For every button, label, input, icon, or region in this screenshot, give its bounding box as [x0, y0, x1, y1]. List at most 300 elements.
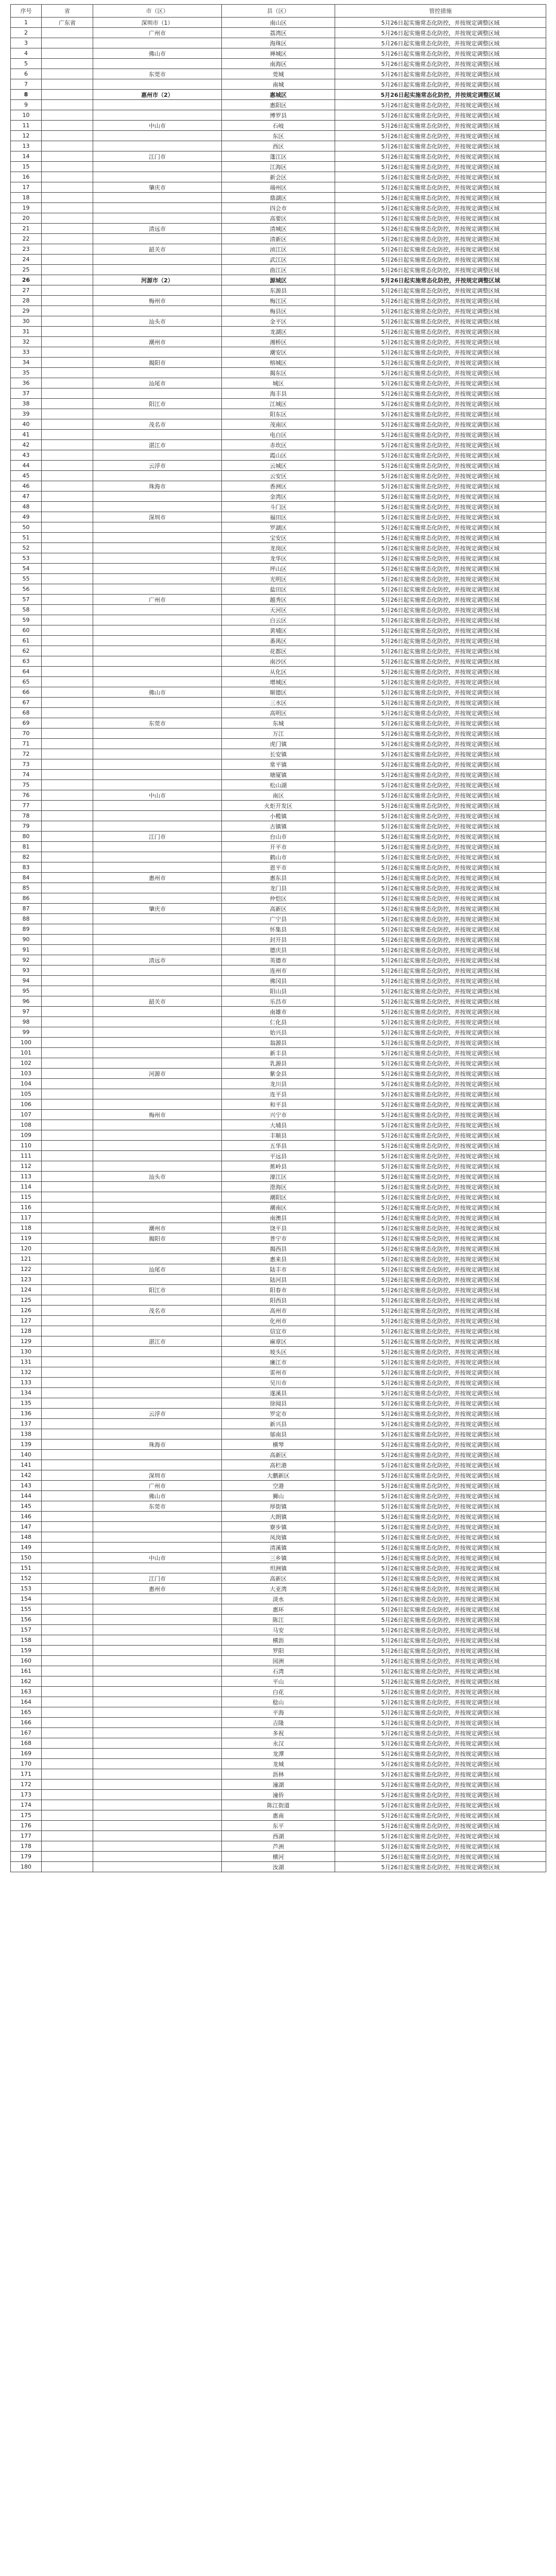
row-number: 173 — [11, 1790, 42, 1800]
table-row — [11, 1048, 546, 1058]
row-number: 62 — [11, 646, 42, 656]
row-province — [42, 1769, 93, 1780]
row-measures: 5月26日起实施常态化防控，并按规定调整区域 — [335, 1553, 546, 1563]
row-district: 多祝 — [222, 1728, 335, 1738]
row-district: 增城区 — [222, 677, 335, 687]
row-number: 84 — [11, 873, 42, 883]
table-row — [11, 832, 546, 842]
row-city — [93, 1275, 222, 1285]
row-number: 122 — [11, 1264, 42, 1275]
row-district: 小榄镇 — [222, 811, 335, 821]
row-province — [42, 430, 93, 440]
row-number: 21 — [11, 224, 42, 234]
row-number: 31 — [11, 327, 42, 337]
row-city: 汕尾市 — [93, 378, 222, 388]
table-row — [11, 1439, 546, 1450]
row-province — [42, 935, 93, 945]
row-district: 湘桥区 — [222, 337, 335, 347]
row-province — [42, 1027, 93, 1038]
table-row — [11, 996, 546, 1007]
row-district: 武江区 — [222, 255, 335, 265]
row-district: 长安镇 — [222, 749, 335, 759]
row-district: 横河 — [222, 1852, 335, 1862]
row-measures: 5月26日起实施常态化防控，并按规定调整区域 — [335, 1254, 546, 1264]
table-row — [11, 265, 546, 275]
row-number: 87 — [11, 904, 42, 914]
table-row — [11, 1213, 546, 1223]
table-row — [11, 1264, 546, 1275]
row-city: 云浮市 — [93, 461, 222, 471]
row-city — [93, 584, 222, 595]
row-district: 东平 — [222, 1821, 335, 1831]
row-measures: 5月26日起实施常态化防控，并按规定调整区域 — [335, 265, 546, 275]
row-province — [42, 1326, 93, 1336]
row-province — [42, 780, 93, 790]
row-city — [93, 625, 222, 636]
row-measures: 5月26日起实施常态化防控，并按规定调整区域 — [335, 1512, 546, 1522]
row-number: 175 — [11, 1810, 42, 1821]
row-province — [42, 471, 93, 481]
row-province — [42, 1501, 93, 1512]
row-province — [42, 1316, 93, 1326]
row-district: 大亚湾 — [222, 1584, 335, 1594]
table-row — [11, 1089, 546, 1099]
row-district: 金湾区 — [222, 492, 335, 502]
row-number: 78 — [11, 811, 42, 821]
table-row — [11, 1769, 546, 1780]
row-measures: 5月26日起实施常态化防控，并按规定调整区域 — [335, 419, 546, 430]
row-measures: 5月26日起实施常态化防控，并按规定调整区域 — [335, 1192, 546, 1202]
table-row — [11, 739, 546, 749]
row-province — [42, 708, 93, 718]
row-city — [93, 450, 222, 461]
table-row — [11, 59, 546, 69]
row-district: 陆丰市 — [222, 1264, 335, 1275]
row-district: 潼湖 — [222, 1780, 335, 1790]
row-number: 36 — [11, 378, 42, 388]
row-number: 9 — [11, 100, 42, 110]
row-number: 138 — [11, 1429, 42, 1439]
row-district: 新兴县 — [222, 1419, 335, 1429]
table-row — [11, 728, 546, 739]
row-province — [42, 275, 93, 285]
row-province — [42, 347, 93, 358]
table-row — [11, 667, 546, 677]
row-city — [93, 780, 222, 790]
row-district: 陆河县 — [222, 1275, 335, 1285]
row-district: 石湾 — [222, 1666, 335, 1676]
table-row — [11, 1594, 546, 1604]
row-city — [93, 883, 222, 893]
row-measures: 5月26日起实施常态化防控，并按规定调整区域 — [335, 1244, 546, 1254]
row-district: 阳山县 — [222, 986, 335, 996]
row-province — [42, 327, 93, 337]
row-district: 从化区 — [222, 667, 335, 677]
table-row — [11, 440, 546, 450]
row-number: 119 — [11, 1233, 42, 1244]
row-measures: 5月26日起实施常态化防控，并按规定调整区域 — [335, 986, 546, 996]
row-city: 云浮市 — [93, 1409, 222, 1419]
row-district: 蓬江区 — [222, 151, 335, 162]
table-row — [11, 955, 546, 965]
row-measures: 5月26日起实施常态化防控，并按规定调整区域 — [335, 1615, 546, 1625]
row-province — [42, 244, 93, 255]
row-city — [93, 409, 222, 419]
row-province — [42, 1718, 93, 1728]
row-measures: 5月26日起实施常态化防控，并按规定调整区域 — [335, 615, 546, 625]
row-measures: 5月26日起实施常态化防控，并按规定调整区域 — [335, 811, 546, 821]
row-district: 陈江 — [222, 1615, 335, 1625]
table-row — [11, 1656, 546, 1666]
row-measures: 5月26日起实施常态化防控，并按规定调整区域 — [335, 770, 546, 780]
row-district: 普宁市 — [222, 1233, 335, 1244]
row-province — [42, 1635, 93, 1646]
row-city: 中山市 — [93, 1553, 222, 1563]
row-number: 99 — [11, 1027, 42, 1038]
row-city — [93, 1058, 222, 1069]
table-row — [11, 306, 546, 316]
row-city — [93, 100, 222, 110]
row-number: 96 — [11, 996, 42, 1007]
row-city — [93, 605, 222, 615]
row-district: 平远县 — [222, 1151, 335, 1161]
row-city — [93, 1367, 222, 1378]
row-province — [42, 409, 93, 419]
row-city — [93, 1831, 222, 1841]
row-province — [42, 996, 93, 1007]
table-row — [11, 1491, 546, 1501]
row-city — [93, 110, 222, 121]
row-district: 东区 — [222, 131, 335, 141]
row-city: 深圳市 — [93, 1470, 222, 1481]
row-number: 95 — [11, 986, 42, 996]
row-number: 140 — [11, 1450, 42, 1460]
table-row — [11, 1388, 546, 1398]
row-number: 81 — [11, 842, 42, 852]
table-row — [11, 790, 546, 801]
row-measures: 5月26日起实施常态化防控，并按规定调整区域 — [335, 801, 546, 811]
row-district: 松山湖 — [222, 780, 335, 790]
row-measures: 5月26日起实施常态化防控，并按规定调整区域 — [335, 1460, 546, 1470]
row-province — [42, 1676, 93, 1687]
row-city: 惠州市（2） — [93, 90, 222, 100]
row-province — [42, 1707, 93, 1718]
table-row — [11, 821, 546, 832]
table-row — [11, 1852, 546, 1862]
table-row — [11, 605, 546, 615]
row-province — [42, 790, 93, 801]
row-city — [93, 976, 222, 986]
table-row — [11, 481, 546, 492]
table-row — [11, 1532, 546, 1543]
row-measures: 5月26日起实施常态化防控，并按规定调整区域 — [335, 440, 546, 450]
row-number: 161 — [11, 1666, 42, 1676]
row-number: 83 — [11, 862, 42, 873]
row-province — [42, 203, 93, 213]
row-city: 惠州市 — [93, 873, 222, 883]
row-number: 80 — [11, 832, 42, 842]
row-measures: 5月26日起实施常态化防控，并按规定调整区域 — [335, 1769, 546, 1780]
row-city: 东莞市 — [93, 718, 222, 728]
row-province — [42, 1646, 93, 1656]
table-row — [11, 1172, 546, 1182]
row-measures: 5月26日起实施常态化防控，并按规定调整区域 — [335, 1450, 546, 1460]
row-district: 新丰县 — [222, 1048, 335, 1058]
row-number: 154 — [11, 1594, 42, 1604]
table-row — [11, 811, 546, 821]
table-row — [11, 862, 546, 873]
row-city — [93, 1192, 222, 1202]
row-province — [42, 1481, 93, 1491]
row-province — [42, 492, 93, 502]
table-row — [11, 1357, 546, 1367]
row-number: 7 — [11, 79, 42, 90]
row-number: 125 — [11, 1295, 42, 1306]
table-row — [11, 28, 546, 38]
table-row — [11, 945, 546, 955]
row-measures: 5月26日起实施常态化防控，并按规定调整区域 — [335, 1810, 546, 1821]
row-province — [42, 399, 93, 409]
row-city — [93, 1326, 222, 1336]
row-city: 深圳市 — [93, 512, 222, 522]
table-row — [11, 1635, 546, 1646]
row-number: 105 — [11, 1089, 42, 1099]
row-number: 57 — [11, 595, 42, 605]
row-number: 64 — [11, 667, 42, 677]
row-province — [42, 976, 93, 986]
row-district: 惠南 — [222, 1810, 335, 1821]
table-row — [11, 69, 546, 79]
row-district: 虎门镇 — [222, 739, 335, 749]
row-province — [42, 1584, 93, 1594]
row-measures: 5月26日起实施常态化防控，并按规定调整区域 — [335, 1635, 546, 1646]
row-district: 大朗镇 — [222, 1512, 335, 1522]
table-row — [11, 234, 546, 244]
row-city — [93, 347, 222, 358]
table-row — [11, 522, 546, 533]
table-row — [11, 182, 546, 193]
table-row — [11, 409, 546, 419]
table-row — [11, 90, 546, 100]
row-measures: 5月26日起实施常态化防控，并按规定调整区域 — [335, 914, 546, 924]
row-district: 博罗县 — [222, 110, 335, 121]
row-province — [42, 512, 93, 522]
row-number: 143 — [11, 1481, 42, 1491]
row-city: 肇庆市 — [93, 904, 222, 914]
row-province — [42, 481, 93, 492]
row-number: 155 — [11, 1604, 42, 1615]
table-row — [11, 224, 546, 234]
row-city — [93, 1202, 222, 1213]
row-number: 159 — [11, 1646, 42, 1656]
table-row — [11, 1470, 546, 1481]
row-measures: 5月26日起实施常态化防控，并按规定调整区域 — [335, 584, 546, 595]
row-number: 158 — [11, 1635, 42, 1646]
table-row — [11, 533, 546, 543]
row-district: 鼎湖区 — [222, 193, 335, 203]
row-city — [93, 213, 222, 224]
row-district: 吉隆 — [222, 1718, 335, 1728]
row-number: 34 — [11, 358, 42, 368]
row-city — [93, 564, 222, 574]
row-province — [42, 893, 93, 904]
row-measures: 5月26日起实施常态化防控，并按规定调整区域 — [335, 121, 546, 131]
row-number: 110 — [11, 1141, 42, 1151]
header-district: 县（区） — [222, 5, 335, 18]
row-number: 75 — [11, 780, 42, 790]
row-province — [42, 38, 93, 48]
row-measures: 5月26日起实施常态化防控，并按规定调整区域 — [335, 1841, 546, 1852]
row-city — [93, 193, 222, 203]
row-city — [93, 1089, 222, 1099]
row-district: 罗湖区 — [222, 522, 335, 533]
row-city — [93, 38, 222, 48]
row-district: 吴川市 — [222, 1378, 335, 1388]
table-row — [11, 965, 546, 976]
row-number: 28 — [11, 296, 42, 306]
row-measures: 5月26日起实施常态化防控，并按规定调整区域 — [335, 1336, 546, 1347]
row-city — [93, 502, 222, 512]
row-number: 71 — [11, 739, 42, 749]
row-number: 129 — [11, 1336, 42, 1347]
row-number: 115 — [11, 1192, 42, 1202]
row-number: 48 — [11, 502, 42, 512]
table-row — [11, 285, 546, 296]
table-row — [11, 1367, 546, 1378]
row-district: 高栏港 — [222, 1460, 335, 1470]
row-number: 108 — [11, 1120, 42, 1130]
row-district: 东城 — [222, 718, 335, 728]
table-row — [11, 1831, 546, 1841]
row-province — [42, 1264, 93, 1275]
row-city — [93, 79, 222, 90]
table-row — [11, 1306, 546, 1316]
row-number: 180 — [11, 1862, 42, 1872]
row-city — [93, 574, 222, 584]
row-district: 兴宁市 — [222, 1110, 335, 1120]
row-district: 光明区 — [222, 574, 335, 584]
row-district: 大埔县 — [222, 1120, 335, 1130]
row-province — [42, 100, 93, 110]
row-city — [93, 708, 222, 718]
row-city — [93, 1604, 222, 1615]
row-province — [42, 378, 93, 388]
row-district: 四会市 — [222, 203, 335, 213]
row-province — [42, 162, 93, 172]
row-city — [93, 1635, 222, 1646]
row-district: 坡头区 — [222, 1347, 335, 1357]
table-row — [11, 914, 546, 924]
table-row — [11, 574, 546, 584]
row-province — [42, 924, 93, 935]
table-row — [11, 1749, 546, 1759]
row-province — [42, 1161, 93, 1172]
row-district: 坪山区 — [222, 564, 335, 574]
table-row — [11, 296, 546, 306]
row-city: 清远市 — [93, 224, 222, 234]
row-measures: 5月26日起实施常态化防控，并按规定调整区域 — [335, 1007, 546, 1017]
row-district: 紫金县 — [222, 1069, 335, 1079]
row-district: 淡水 — [222, 1594, 335, 1604]
row-district: 西湖 — [222, 1831, 335, 1841]
row-city — [93, 1099, 222, 1110]
row-measures: 5月26日起实施常态化防控，并按规定调整区域 — [335, 275, 546, 285]
row-measures: 5月26日起实施常态化防控，并按规定调整区域 — [335, 749, 546, 759]
row-number: 106 — [11, 1099, 42, 1110]
table-row — [11, 986, 546, 996]
row-measures: 5月26日起实施常态化防控，并按规定调整区域 — [335, 574, 546, 584]
row-number: 52 — [11, 543, 42, 553]
header-no: 序号 — [11, 5, 42, 18]
row-province — [42, 121, 93, 131]
row-city — [93, 1120, 222, 1130]
row-province — [42, 739, 93, 749]
row-measures: 5月26日起实施常态化防控，并按规定调整区域 — [335, 1202, 546, 1213]
row-city — [93, 388, 222, 399]
row-district: 罗定市 — [222, 1409, 335, 1419]
row-province — [42, 59, 93, 69]
row-measures: 5月26日起实施常态化防控，并按规定调整区域 — [335, 1543, 546, 1553]
row-number: 68 — [11, 708, 42, 718]
table-row — [11, 1501, 546, 1512]
table-row — [11, 141, 546, 151]
table-row — [11, 1275, 546, 1285]
row-city — [93, 1728, 222, 1738]
row-measures: 5月26日起实施常态化防控，并按规定调整区域 — [335, 1110, 546, 1120]
row-city: 佛山市 — [93, 1491, 222, 1501]
row-district: 高新区 — [222, 1450, 335, 1460]
row-district: 龙川县 — [222, 1079, 335, 1089]
row-measures: 5月26日起实施常态化防控，并按规定调整区域 — [335, 1285, 546, 1295]
row-province — [42, 749, 93, 759]
row-district: 徐闻县 — [222, 1398, 335, 1409]
row-province — [42, 522, 93, 533]
row-measures: 5月26日起实施常态化防控，并按规定调整区域 — [335, 461, 546, 471]
row-city — [93, 1800, 222, 1810]
row-city: 惠州市 — [93, 1584, 222, 1594]
row-city — [93, 1625, 222, 1635]
table-row — [11, 893, 546, 904]
row-measures: 5月26日起实施常态化防控，并按规定调整区域 — [335, 1027, 546, 1038]
row-measures: 5月26日起实施常态化防控，并按规定调整区域 — [335, 1213, 546, 1223]
row-measures: 5月26日起实施常态化防控，并按规定调整区域 — [335, 1398, 546, 1409]
row-measures: 5月26日起实施常态化防控，并按规定调整区域 — [335, 1367, 546, 1378]
row-measures: 5月26日起实施常态化防控，并按规定调整区域 — [335, 203, 546, 213]
row-city — [93, 1543, 222, 1553]
row-city: 深圳市（1） — [93, 18, 222, 28]
row-district: 连州市 — [222, 965, 335, 976]
row-measures: 5月26日起实施常态化防控，并按规定调整区域 — [335, 1048, 546, 1058]
row-city — [93, 924, 222, 935]
row-province — [42, 419, 93, 430]
row-measures: 5月26日起实施常态化防控，并按规定调整区域 — [335, 728, 546, 739]
row-city — [93, 1707, 222, 1718]
row-number: 50 — [11, 522, 42, 533]
row-number: 69 — [11, 718, 42, 728]
row-province — [42, 965, 93, 976]
row-province — [42, 1749, 93, 1759]
row-number: 174 — [11, 1800, 42, 1810]
table-row — [11, 1223, 546, 1233]
row-province — [42, 1007, 93, 1017]
row-district: 高明区 — [222, 708, 335, 718]
row-measures: 5月26日起实施常态化防控，并按规定调整区域 — [335, 399, 546, 409]
row-province — [42, 182, 93, 193]
row-number: 18 — [11, 193, 42, 203]
row-province — [42, 1254, 93, 1264]
row-measures: 5月26日起实施常态化防控，并按规定调整区域 — [335, 471, 546, 481]
row-measures: 5月26日起实施常态化防控，并按规定调整区域 — [335, 492, 546, 502]
